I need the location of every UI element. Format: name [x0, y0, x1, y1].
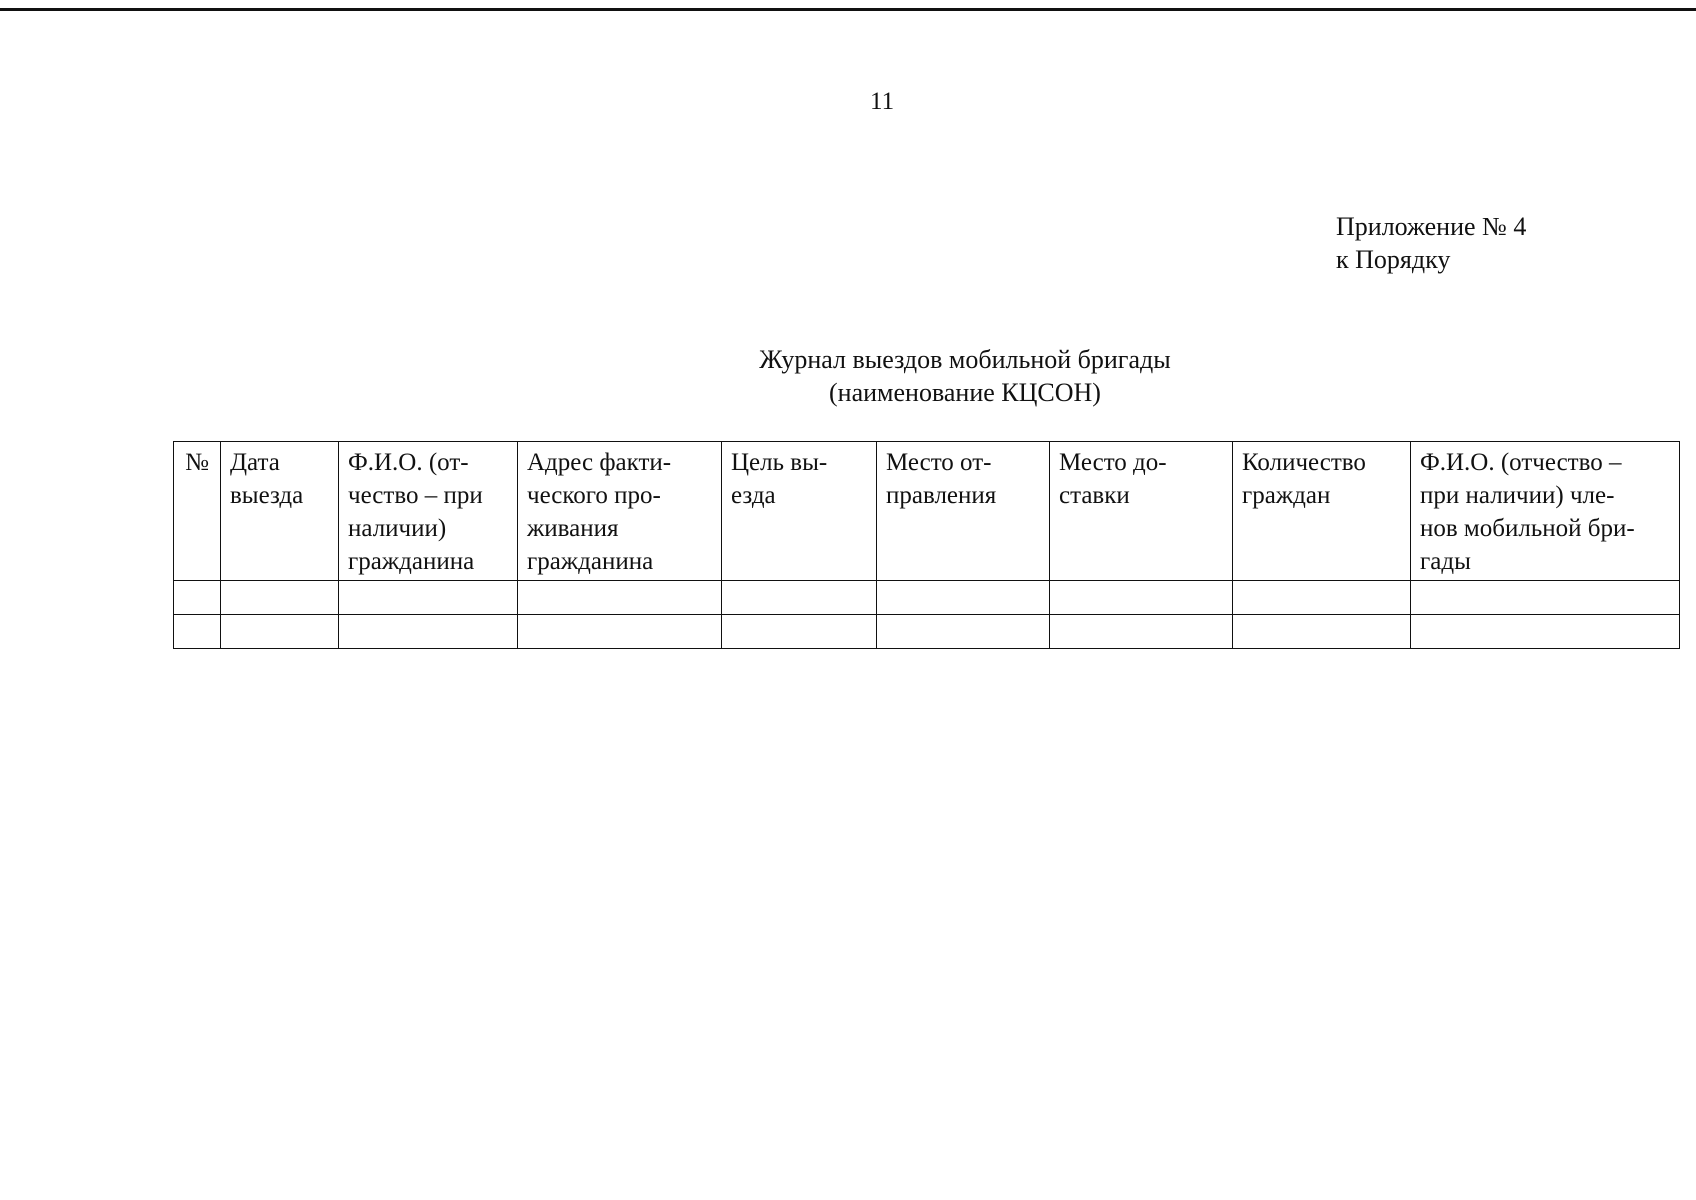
- column-header-departure-date: [221, 442, 339, 581]
- table-cell: [877, 581, 1050, 615]
- header-line: Место до-: [1059, 449, 1167, 476]
- journal-table: [173, 441, 1680, 649]
- header-line: Адрес факти-: [527, 449, 672, 476]
- header-line: выезда: [230, 482, 304, 509]
- header-line: №: [185, 449, 209, 476]
- header-line: наличии): [348, 515, 447, 542]
- page-number: 11: [870, 88, 895, 115]
- table-cell: [518, 615, 722, 649]
- table-cell: [1050, 581, 1233, 615]
- title-line-2: (наименование КЦСОН): [829, 378, 1101, 407]
- header-line: ставки: [1059, 482, 1130, 509]
- header-line: Цель вы-: [731, 449, 828, 476]
- header-line: гражданина: [527, 548, 654, 575]
- header-line: ческого про-: [527, 482, 661, 509]
- table-cell: [722, 615, 877, 649]
- table-row: [174, 581, 1680, 615]
- column-header-number: [174, 442, 221, 581]
- header-line: нов мобильной бри-: [1420, 515, 1635, 542]
- top-border-line: [0, 8, 1696, 11]
- header-line: гражданина: [348, 548, 475, 575]
- header-line: чество – при: [348, 482, 483, 509]
- table-cell: [1050, 615, 1233, 649]
- appendix-reference: [1336, 210, 1526, 276]
- header-line: Количество: [1242, 449, 1366, 476]
- table-cell: [1233, 581, 1411, 615]
- table-cell: [174, 581, 221, 615]
- header-line: правления: [886, 482, 997, 509]
- column-header-citizen-name: [339, 442, 518, 581]
- header-line: Место от-: [886, 449, 992, 476]
- header-line: при наличии) чле-: [1420, 482, 1615, 509]
- header-line: живания: [527, 515, 619, 542]
- document-title: [640, 343, 1290, 409]
- table-cell: [1411, 581, 1680, 615]
- table-cell: [1233, 615, 1411, 649]
- table-cell: [221, 581, 339, 615]
- header-line: Ф.И.О. (от-: [348, 449, 469, 476]
- table-cell: [722, 581, 877, 615]
- appendix-line-1: Приложение № 4: [1336, 212, 1527, 241]
- table-cell: [339, 581, 518, 615]
- table-header-row: [174, 442, 1680, 581]
- appendix-line-2: к Порядку: [1336, 245, 1451, 274]
- header-line: граждан: [1242, 482, 1331, 509]
- title-line-1: Журнал выездов мобильной бригады: [759, 345, 1171, 374]
- column-header-delivery-place: [1050, 442, 1233, 581]
- header-line: езда: [731, 482, 776, 509]
- header-line: Дата: [230, 449, 280, 476]
- table-cell: [221, 615, 339, 649]
- header-line: Ф.И.О. (отчество –: [1420, 449, 1622, 476]
- table-cell: [877, 615, 1050, 649]
- table-cell: [174, 615, 221, 649]
- column-header-departure-place: [877, 442, 1050, 581]
- header-line: гады: [1420, 548, 1471, 575]
- table-cell: [1411, 615, 1680, 649]
- column-header-citizen-count: [1233, 442, 1411, 581]
- table-row: [174, 615, 1680, 649]
- table-cell: [339, 615, 518, 649]
- table-cell: [518, 581, 722, 615]
- column-header-trip-purpose: [722, 442, 877, 581]
- column-header-citizen-address: [518, 442, 722, 581]
- column-header-brigade-members: [1411, 442, 1680, 581]
